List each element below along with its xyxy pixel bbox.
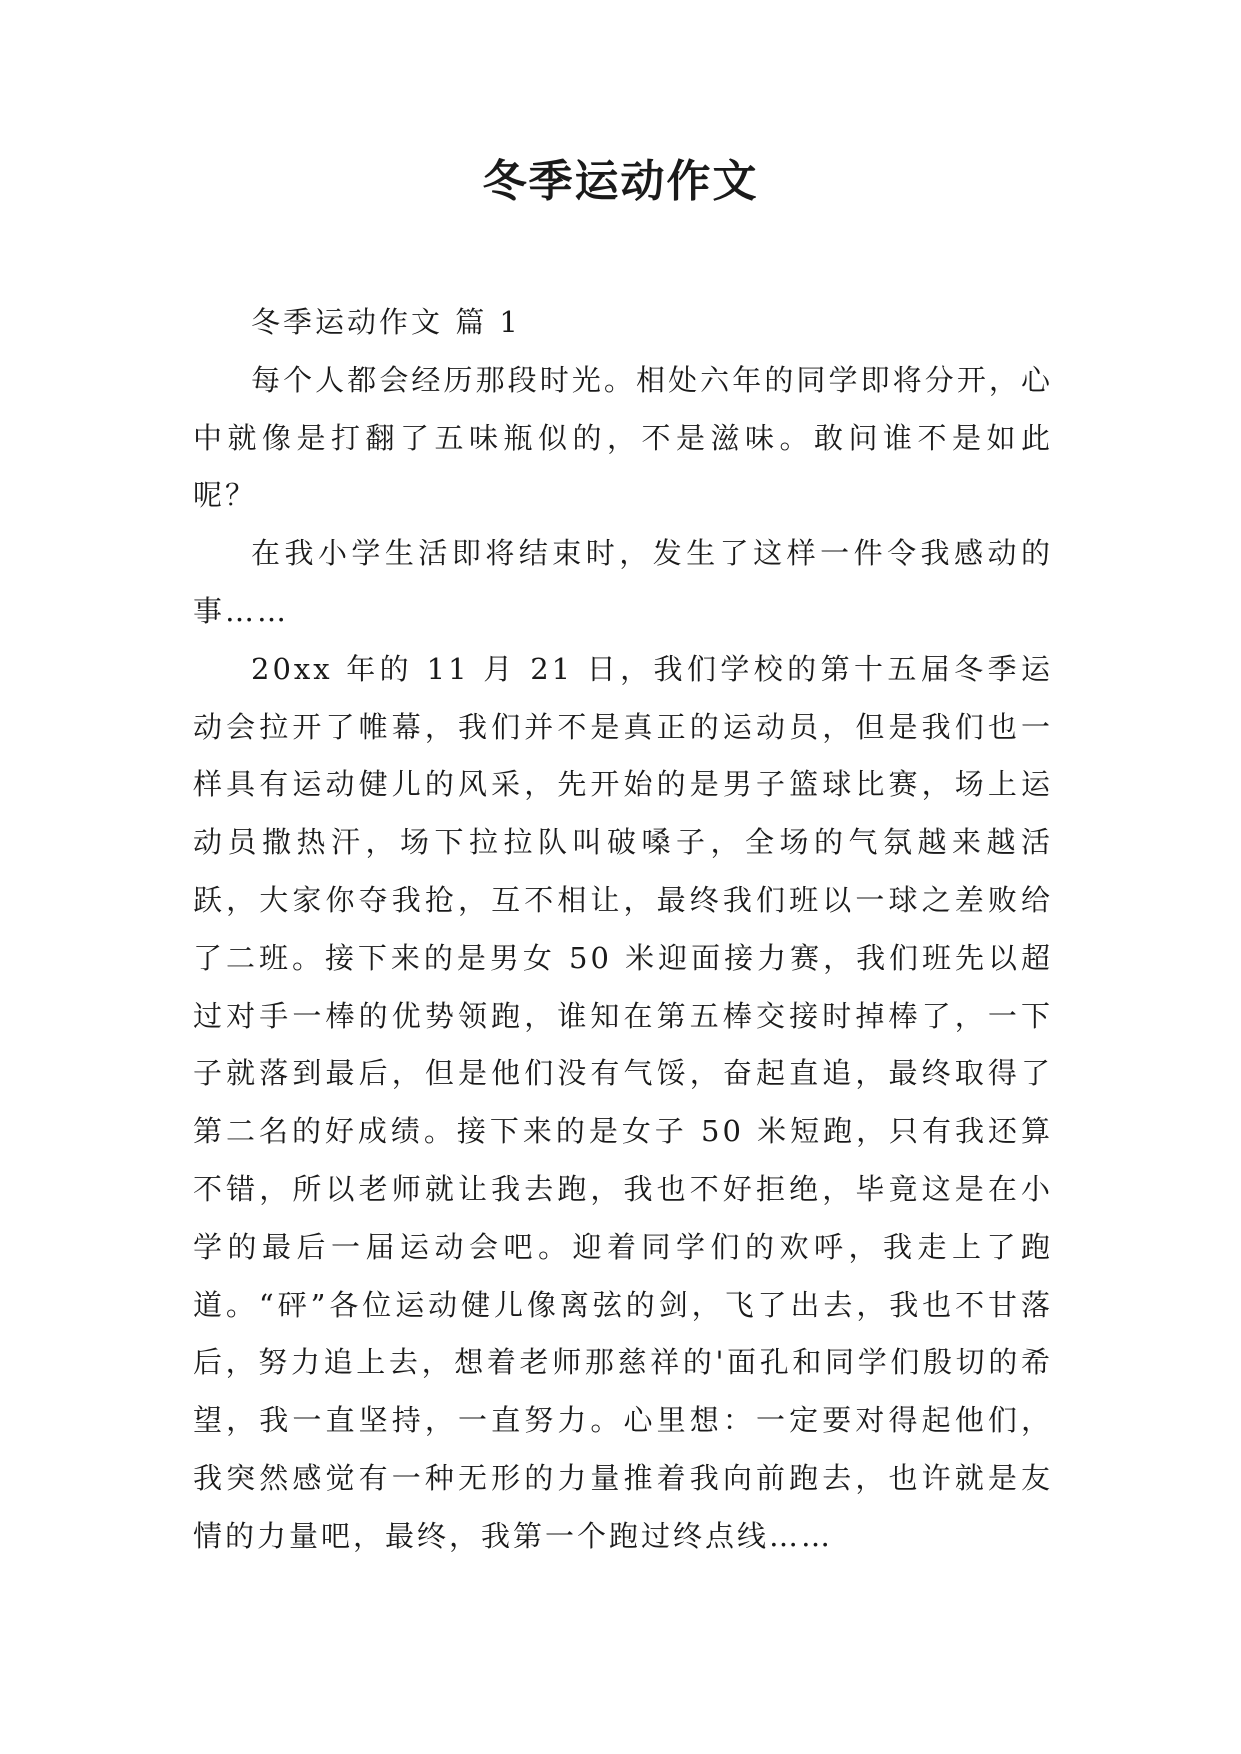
paragraph-2: 在我小学生活即将结束时，发生了这样一件令我感动的事…… [193,536,1053,628]
document-title: 冬季运动作文 [482,156,759,207]
paragraph-1: 每个人都会经历那段时光。相处六年的同学即将分开，心中就像是打翻了五味瓶似的，不是滋味。敢问谁不是如此呢？ [193,362,1053,513]
paragraph-3: 20xx 年的 11 月 21 日，我们学校的第十五届冬季运动会拉开了帷幕，我们并不是真正的运动员，但是我们也一样具有运动健儿的风采，先开始的是男子篮球比赛，场上运动员撒热汗，场下拉拉队叫破嗓子，全场的气氛越来越活跃，大家你夺我抢，互不相让，最终我们班以一球之差败给了二班。接下来的是男女 50 米迎面接力赛，我们班先以超过对手一棒的优势领跑，谁知在第五棒交接时掉棒了，一下子就落到最后，但是他们没有气馁，奋起直追，最终取得了第二名的好成绩。接下来的是女子 50 米短跑，只有我还算不错，所以老师就让我去跑，我也不好拒绝，毕竟这是在小学的最后一届运动会吧。迎着同学们的欢呼，我走上了跑道。“砰”各位运动健儿像离弦的剑，飞了出去，我也不甘落后，努力追上去，想着老师那慈祥的'面孔和同学们殷切的希望，我一直坚持，一直努力。心里想：一定要对得起他们，我突然感觉有一种无形的力量推着我向前跑去，也许就是友情的力量吧，最终，我第一个跑过终点线…… [193,651,1053,1553]
section-heading: 冬季运动作文 篇 1 [251,305,521,339]
document-body [193,294,1053,1566]
